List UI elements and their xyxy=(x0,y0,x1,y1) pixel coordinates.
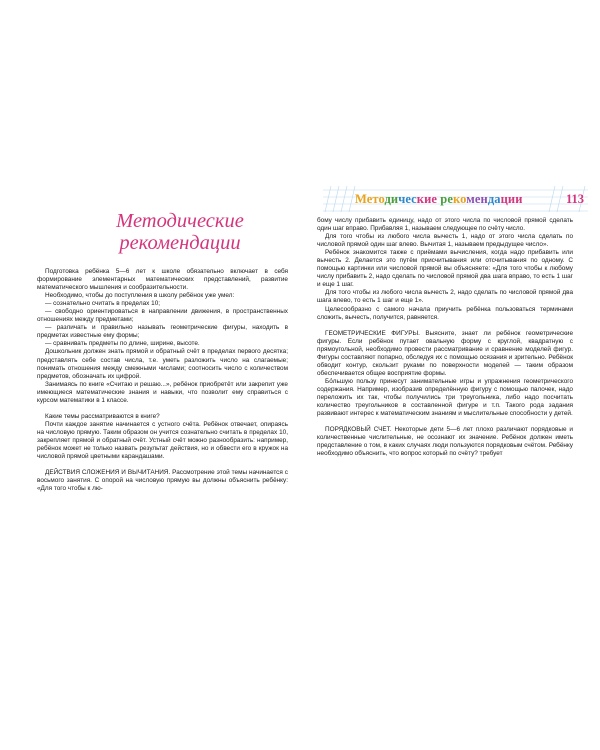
paragraph: Дошкольник должен знать прямой и обратный счёт в пределах первого десятка; представлять себе состав числа, т.е. уметь разложить число на слагаемые; понимать отношения между смежными числами; соотносить число с количеством предметов, обозначать их цифрой. xyxy=(37,348,288,380)
header-word-part: ди xyxy=(384,192,399,206)
header-word-part: мен xyxy=(466,192,488,206)
paragraph: Для того чтобы из любого числа вычесть 2, надо сделать по числовой прямой два шага влево, то есть 1 шаг и еще 1». xyxy=(317,289,573,305)
header-word-part: Мето xyxy=(355,192,385,206)
header-word-part: ции xyxy=(500,192,523,206)
paragraph: Целесообразно с самого начала приучить ребёнка пользоваться терминами сложить, вычесть, получится, равняется. xyxy=(317,305,573,321)
section-geometric-figures: ГЕОМЕТРИЧЕСКИЕ ФИГУРЫ. Выясните, знает ли ребёнок геометрические фигуры. Если ребёнок путает овальную форму с круглой, квадратную с прямоугольной, необходимо провести рассматривание и сравнение моделей фигур. Фигуры составляют попарно, обследуя их с помощью осязания и зрительно. Ребёнок обводит контур, скользит руками по поверхности моделей — таким образом обеспечивается общее восприятие формы. xyxy=(317,329,573,377)
left-text-column xyxy=(37,268,288,493)
chapter-title-line-2: рекомендации xyxy=(119,232,241,254)
header-word-part: чес xyxy=(398,192,417,206)
header-word-part: ре xyxy=(440,192,453,206)
paragraph: бому числу прибавить единицу, надо от этого числа по числовой прямой сделать один шаг вправо. Прибавляя 1, называем следующее по счёту число. xyxy=(317,217,573,233)
paragraph: Ребёнок знакомится также с приёмами вычисления, когда надо прибавить или вычесть 2. Делается это путём присчитывания или отсчитывания по одному. С помощью картинки или числовой прямой вы объясняете: «Для того чтобы к любому числу прибавить 2, надо сделать по числовой прямой два шага вправо, то есть 1 шаг и еще 1 шаг. xyxy=(317,249,573,289)
paragraph: Необходимо, чтобы до поступления в школу ребёнок уже умел: xyxy=(45,292,235,300)
paragraph: Занимаясь по книге «Считаю и решаю...», ребёнок приобретёт или закрепит уже имеющиеся математические знания и навыки, что позволит ему справиться с курсом математики в 1 классе. xyxy=(37,380,288,404)
header-title xyxy=(355,192,523,207)
section-question: Какие темы рассматриваются в книге? xyxy=(45,412,160,420)
chapter-title-line-1: Методические xyxy=(116,210,244,232)
right-text-column xyxy=(317,217,573,458)
list-item: — свободно ориентироваться в направлении движения, в пространственных отношениях между предметами; xyxy=(37,308,288,324)
paragraph: Почти каждое занятие начинается с устного счёта. Ребёнок отвечает, опираясь на числовую прямую. Таким образом он учится сознательно считать в пределах 10, закрепляет прямой и обратный счёт. Устный счёт можно разнообразить: например, ребёнок может не только назвать результат действия, но и обвести его в кружок на числовой прямой цветными карандашами. xyxy=(37,420,288,461)
chapter-title xyxy=(95,210,265,254)
paragraph: Подготовка ребёнка 5—6 лет к школе обязательно включает в себя формирование элементарных математических представлений, развитие математического мышления и сообразительности. xyxy=(37,268,288,292)
running-header xyxy=(323,186,588,212)
section-ordinal-count: ПОРЯДКОВЫЙ СЧЕТ. Некоторые дети 5—6 лет плохо различают порядковые и количественные числительные, не осознают их значение. Ребёнок должен иметь представление о том, в каких случаях люди пользуются порядковым счётом. Ребёнку необходимо объяснить, что вопрос который по счёту? требует xyxy=(317,426,573,458)
right-page xyxy=(300,0,600,750)
list-item: — различать и правильно называть геометрические фигуры, находить в предметах известные ему формы; xyxy=(37,324,288,340)
list-item: — сравнивать предметы по длине, ширине, высоте. xyxy=(45,340,200,348)
section-addition-subtraction: ДЕЙСТВИЯ СЛОЖЕНИЯ И ВЫЧИТАНИЯ. Рассмотрение этой темы начинается с восьмого занятия. С опорой на числовую прямую вы должны объяснить ребёнку: «Для того чтобы к лю- xyxy=(37,469,288,493)
header-word-part: кие xyxy=(416,192,441,206)
list-item: — сознательно считать в пределах 10; xyxy=(45,300,161,308)
header-word-part: да xyxy=(487,192,501,206)
header-word-part: ко xyxy=(452,192,467,206)
page-number: 113 xyxy=(566,192,585,206)
paragraph: Бо́льшую пользу принесут занимательные игры и упражнения геометрического содержания. Например, изобразив определённую фигуру с помощью палочек, надо переложить их так, чтобы получились три треугольника, либо надо посчитать количество треугольников в составленной фигуре и т.п. Такого рода задания развивают интерес к математическим знаниям и мыслительные способности у детей. xyxy=(317,377,573,418)
paragraph: Для того чтобы из любого числа вычесть 1, надо от этого числа сделать по числовой прямой один шаг влево. Вычитая 1, называем предыдущее число». xyxy=(317,233,573,249)
